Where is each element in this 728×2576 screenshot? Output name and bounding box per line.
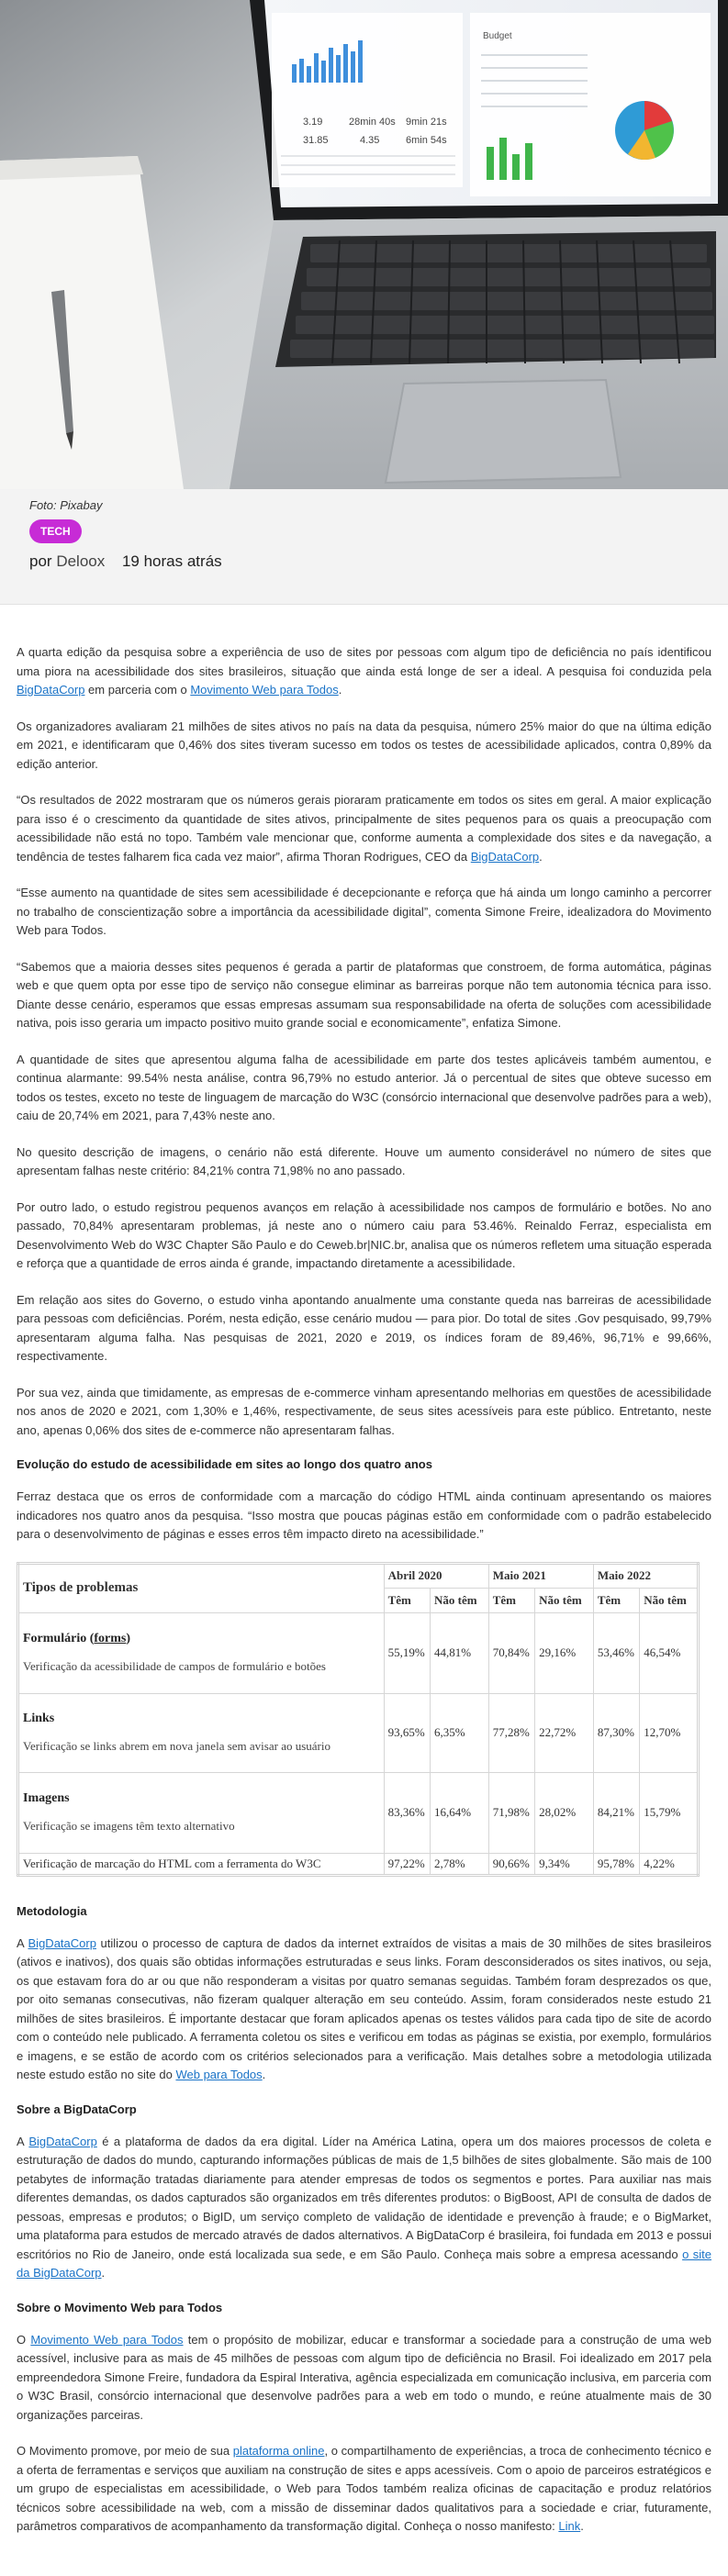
cell: 84,21% <box>593 1772 639 1853</box>
text: em parceria com o <box>84 683 191 697</box>
paragraph: Por sua vez, ainda que timidamente, as empresas de e-commerce vinham apresentando melhorias em questões de acessibilidade nos anos de 2020 e 2021, com 1,30% e 1,46%, respectivamente, de seus sites acessíveis para este público. Entretanto, neste ano, apenas 0,06% dos sites de e-commerce não apresentaram falhas. <box>17 1385 711 1437</box>
bigdatacorp-site-link[interactable]: o site da BigDataCorp <box>17 2247 711 2280</box>
text: . <box>539 849 543 864</box>
article-body <box>0 605 728 2576</box>
section-heading: Evolução do estudo de acessibilidade em sites ao longo dos quatro anos <box>17 1457 432 1471</box>
plataforma-online-link[interactable]: plataforma online <box>232 2444 325 2458</box>
text: utilizou o processo de captura de dados da internet extraídos de visitas a mais de 30 milhões de sites brasileiros (ativos e inativos), dos quais são obtidas informações estruturadas e seus links. Foram desconsiderados os sites inativos, ou seja, os que estavam fora do ar ou que não responderam a visitas por quatro semanas seguidas. Também foram desprezados os que, por oito semanas consecutivas, não fizeram qualquer alteração em seu conteúdo. Assim, foram considerados neste estudo 21 milhões de sites brasileiros. É importante destacar que foram aplicados apenas os testes válidos para cada tipo de site de acordo com o conteúdo nele publicado. A ferramenta coletou os sites e verificou em todas as páginas se existia, por exemplo, formulários e imagens, e se estão de acordo com os critérios selecionados para a verificação. Mais detalhes sobre a metodologia utilizada neste estudo estão no site do <box>17 1935 711 2081</box>
col-nao-tem: Não têm <box>535 1589 594 1612</box>
section-heading: Sobre o Movimento Web para Todos <box>17 2300 223 2314</box>
bigdatacorp-link[interactable]: BigDataCorp <box>17 683 85 697</box>
paragraph <box>17 2133 711 2283</box>
stat-2: 28min 40s <box>349 117 396 128</box>
cell: 4,22% <box>640 1853 699 1875</box>
table-year: Abril 2020 <box>384 1563 488 1589</box>
manifesto-link[interactable]: Link <box>558 2519 581 2533</box>
article-meta <box>0 489 728 605</box>
cell: 70,84% <box>488 1612 534 1693</box>
stat-3: 9min 21s <box>406 117 447 128</box>
cell: 95,78% <box>593 1853 639 1875</box>
cell: 55,19% <box>384 1612 430 1693</box>
author-link[interactable]: Deloox <box>56 552 106 570</box>
row-title: Links <box>23 1712 55 1725</box>
paragraph <box>17 1935 711 2085</box>
laptop-photo <box>0 0 728 489</box>
table-row <box>18 1693 699 1772</box>
text: A <box>17 2134 29 2148</box>
cell: 53,46% <box>593 1612 639 1693</box>
text: A quarta edição da pesquisa sobre a experiência de uso de sites por pessoas com algum tipo de deficiência no país identificou uma piora na acessibilidade dos sites brasileiros, situação que ainda está longe de ser a ideal. A pesquisa foi conduzida pela <box>17 645 711 678</box>
row-header <box>18 1772 385 1853</box>
cell: 87,30% <box>593 1693 639 1772</box>
web-para-todos-link[interactable]: Movimento Web para Todos <box>190 683 339 697</box>
table-corner: Tipos de problemas <box>18 1563 385 1612</box>
paragraph: Em relação aos sites do Governo, o estudo vinha apontando anualmente uma constante queda nas barreiras de acessibilidade para pessoas com deficiências. Porém, nesta edição, esse cenário mudou — para pior. Do total de sites .Gov pesquisado, 99,79% apresentaram alguma falha. Nas pesquisas de 2021, 2020 e 2019, os índices foram de 89,46%, 96,71% e 99,66%, respectivamente. <box>17 1292 711 1363</box>
paragraph: “Sabemos que a maioria desses sites pequenos é gerada a partir de plataformas que constroem, de forma automática, páginas web e que quem opta por esse tipo de serviço não consegue eliminar as barreiras porque não tem autonomia técnica para isso. Diante desse cenário, esperamos que essas empresas assumam sua responsabilidade na oferta de soluções com acessibilidade nativa, pois isso geraria um impacto positivo muito grande social e economicamente”, enfatiza Simone. <box>17 959 711 1030</box>
text: . <box>101 2266 106 2280</box>
col-tem: Têm <box>488 1589 534 1612</box>
text: é a plataforma de dados da era digital. Líder na América Latina, opera um dos maiores processos de coleta e estruturação de dados do mundo, capturando informações públicas de mais de 1,5 bilhões de sites globalmente. São mais de 100 petabytes de informação tratadas diariamente para atender empresas de todos os segmentos e portes. Para auxiliar nas mais diferentes demandas, os dados capturados são organizados em três diferentes produtos: o BigBoost, API de consulta de dados de pessoas, empresas e produtos; o BigID, um serviço completo de validação de identidade e prevenção à fraude; e o BigMarket, uma plataforma para estudos de mercado através de dados alternativos. A BigDataCorp é brasileira, foi fundada em 2013 e possui escritórios no Rio de Janeiro, onde está localizada sua sede, e em São Paulo. Conheça mais sobre a empresa acessando <box>17 2134 711 2261</box>
byline <box>29 552 699 571</box>
col-nao-tem: Não têm <box>640 1589 699 1612</box>
stat-1: 3.19 <box>303 117 323 128</box>
row-desc: Verificação se links abrem em nova janela sem avisar ao usuário <box>23 1739 330 1753</box>
accessibility-table <box>17 1562 700 1877</box>
row-desc: Verificação da acessibilidade de campos de formulário e botões <box>23 1659 326 1673</box>
cell: 44,81% <box>431 1612 489 1693</box>
paragraph: A quantidade de sites que apresentou alguma falha de acessibilidade em parte dos testes aplicáveis também aumentou, e continua alarmante: 99.54% nesta análise, contra 96,79% no estudo anterior. Já o percentual de sites que obteve sucesso em todos os testes, exceto no teste de linguagem de marcação do W3C (consórcio internacional que desenvolve padrões para a web), caiu de 20,74% em 2021, para 7,43% neste ano. <box>17 1052 711 1122</box>
text: . <box>338 683 342 697</box>
paragraph <box>17 2442 711 2537</box>
col-tem: Têm <box>384 1589 430 1612</box>
table-year: Maio 2021 <box>488 1563 593 1589</box>
paragraph: “Esse aumento na quantidade de sites sem acessibilidade é decepcionante e reforça que há ainda um longo caminho a percorrer no trabalho de conscientização sobre a importância da acessibilidade digital”, comenta Simone Freire, idealizadora do Movimento Web para Todos. <box>17 886 711 937</box>
text: “Os resultados de 2022 mostraram que os números gerais pioraram praticamente em todos os sites em geral. A maior explicação para isso é o crescimento da quantidade de sites ativos, principalmente de sites pequenos para os quais a preocupação com acessibilidade não está no topo. Também vale mencionar que, conforme aumenta a complexidade dos sites e da navegação, a tendência de testes falharem fica cada vez maior”, afirma Thoran Rodrigues, CEO da <box>17 793 711 864</box>
paragraph: Por outro lado, o estudo registrou pequenos avanços em relação à acessibilidade nos campos de formulário e botões. No ano passado, 70,84% apresentaram problemas, já neste ano o número caiu para 53.46%. Reinaldo Ferraz, especialista em Desenvolvimento Web do W3C Chapter São Paulo e do Ceweb.br|NIC.br, analisa que os números refletem uma situação esperada e reforça que a quantidade de erros ainda é grande, impactando diretamente a acessibilidade. <box>17 1199 711 1270</box>
row-desc: Verificação se imagens têm texto alternativo <box>23 1819 235 1833</box>
table-row <box>18 1612 699 1693</box>
cell: 29,16% <box>535 1612 594 1693</box>
row-title: Formulário (forms) <box>23 1632 131 1645</box>
hero-image <box>0 0 728 489</box>
col-tem: Têm <box>593 1589 639 1612</box>
text: O <box>17 2332 31 2347</box>
row-header <box>18 1612 385 1693</box>
web-para-todos-link[interactable]: Movimento Web para Todos <box>30 2332 184 2347</box>
photo-credit: Foto: Pixabay <box>29 498 103 512</box>
section-heading: Metodologia <box>17 1903 87 1918</box>
table-row <box>18 1772 699 1853</box>
row-header <box>18 1693 385 1772</box>
text: . <box>262 2068 266 2081</box>
cell: 71,98% <box>488 1772 534 1853</box>
cell: 83,36% <box>384 1772 430 1853</box>
text: , o compartilhamento de experiências, a troca de conhecimento técnico e a oferta de ferramentas e serviços que auxiliam na construção de sites e apps acessíveis. Com o apoio de parceiros estratégicos e um grupo de especialistas em acessibilidade, o Web para Todos também realiza oficinas de capacitação e produz relatórios técnicos sobre acessibilidade na web, com a missão de disseminar dados qualitativos para a sociedade e criar, futuramente, parâmetros comparativos de acompanhamento da transformação digital. Conheça o nosso manifesto: <box>17 2444 712 2533</box>
bigdatacorp-link[interactable]: BigDataCorp <box>28 2134 97 2148</box>
paragraph <box>17 791 711 866</box>
post-time: 19 horas atrás <box>121 552 222 570</box>
byline-prefix: por <box>29 552 52 570</box>
cell: 2,78% <box>431 1853 489 1875</box>
stat-5: 4.35 <box>360 135 380 146</box>
stat-4: 31.85 <box>303 135 329 146</box>
paragraph: No quesito descrição de imagens, o cenário não está diferente. Houve um aumento considerável no número de sites que apresentam falhas neste critério: 84,21% contra 71,98% no ano passado. <box>17 1144 711 1177</box>
cell: 22,72% <box>535 1693 594 1772</box>
paragraph: Ferraz destaca que os erros de conformidade com a marcação do código HTML ainda continuam apresentando os maiores indicadores nos quatro anos da pesquisa. “Isso mostra que poucas páginas estão em conformidade com o padrão estabelecido para o desenvolvimento de páginas e esses erros têm impacto direto na acessibilidade.” <box>17 1489 711 1541</box>
cell: 9,34% <box>535 1853 594 1875</box>
cell: 46,54% <box>640 1612 699 1693</box>
screen-label: Budget <box>483 31 512 41</box>
text: O Movimento promove, por meio de sua <box>17 2444 233 2458</box>
cell: 12,70% <box>640 1693 699 1772</box>
paragraph <box>17 2331 711 2425</box>
paragraph <box>17 643 711 700</box>
cell: 28,02% <box>535 1772 594 1853</box>
text: A <box>17 1935 28 1950</box>
section-heading: Sobre a BigDataCorp <box>17 2102 137 2116</box>
bigdatacorp-link[interactable]: BigDataCorp <box>28 1935 96 1950</box>
row-title: Imagens <box>23 1791 70 1805</box>
cell: 97,22% <box>384 1853 430 1875</box>
stat-6: 6min 54s <box>406 135 447 146</box>
text: tem o propósito de mobilizar, educar e transformar a sociedade para a construção de uma web acessível, inclusive para as mais de 45 milhões de pessoas com algum tipo de deficiência no Brasil. Foi idealizado em 2017 pela empreendedora Simone Freire, fundadora da Espiral Interativa, agência especializada em comunicação inclusiva, em parceria com o W3C Brasil, consórcio internacional que desenvolve padrões para a web em todo o mundo, e reúne atualmente mais de 30 organizações parceiras. <box>17 2332 711 2422</box>
table-row <box>18 1853 699 1875</box>
cell: 15,79% <box>640 1772 699 1853</box>
cell: 93,65% <box>384 1693 430 1772</box>
table-year: Maio 2022 <box>593 1563 698 1589</box>
cell: 90,66% <box>488 1853 534 1875</box>
category-tag[interactable]: TECH <box>29 519 82 543</box>
cell: 16,64% <box>431 1772 489 1853</box>
cell: 6,35% <box>431 1693 489 1772</box>
text: . <box>580 2519 584 2533</box>
web-para-todos-link[interactable]: Web para Todos <box>175 2068 263 2081</box>
bigdatacorp-link[interactable]: BigDataCorp <box>470 849 540 864</box>
col-nao-tem: Não têm <box>431 1589 489 1612</box>
paragraph: Os organizadores avaliaram 21 milhões de sites ativos no país na data da pesquisa, número 25% maior do que na última edição em 2021, e identificaram que 0,46% dos sites tiveram sucesso em todos os testes de acessibilidade aplicados, contra 0,89% da edição anterior. <box>17 719 711 771</box>
cell: 77,28% <box>488 1693 534 1772</box>
row-desc: Verificação de marcação do HTML com a ferramenta do W3C <box>18 1853 385 1875</box>
